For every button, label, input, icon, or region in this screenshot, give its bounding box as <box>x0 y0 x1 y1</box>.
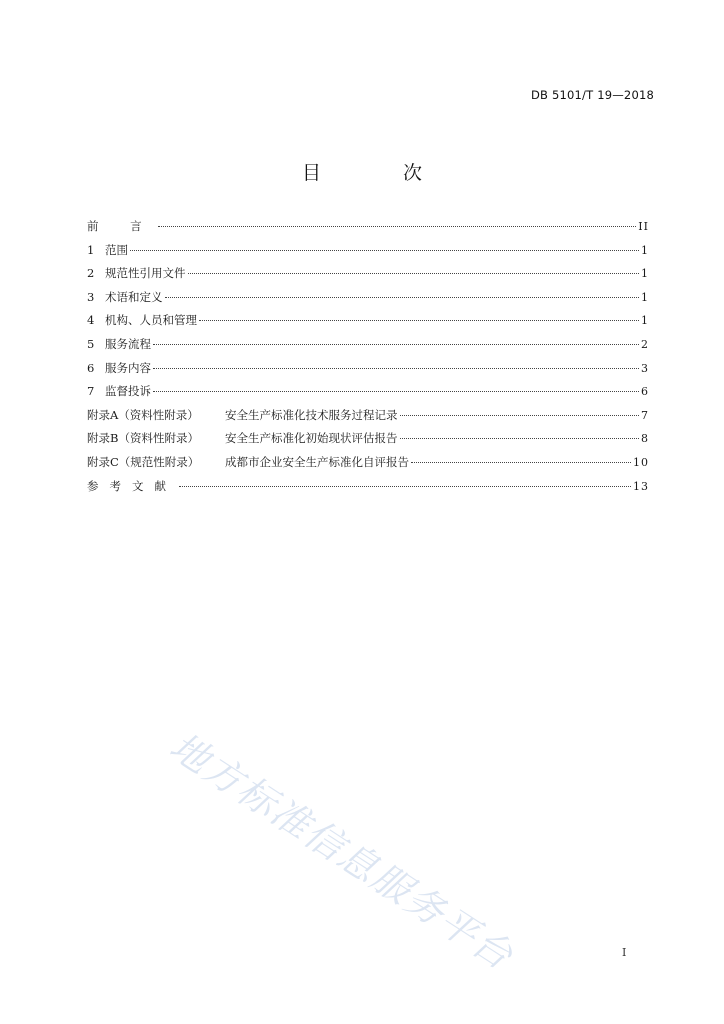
toc-leader-dots <box>188 273 640 274</box>
toc-entry-page: II <box>638 220 649 233</box>
toc-entry-title: 范围 <box>105 242 128 257</box>
toc-entry-title: 安全生产标准化技术服务过程记录 <box>225 407 398 422</box>
toc-entry-page: 1 <box>641 243 649 257</box>
watermark: 地方标准信息服务平台 <box>162 723 522 979</box>
toc-leader-dots <box>153 391 639 392</box>
toc-entry-page: 1 <box>641 290 649 304</box>
toc-entry-number: 4 <box>87 313 95 328</box>
page-title: 目 次 <box>301 162 461 184</box>
toc-leader-dots <box>400 415 640 416</box>
toc-entry-title: 前 言 <box>87 219 156 233</box>
toc-entry-references[interactable] <box>87 479 649 503</box>
toc-entry-number: 2 <box>87 266 95 281</box>
toc-entry-number: 5 <box>87 336 95 351</box>
document-code: DB 5101/T 19—2018 <box>530 88 654 102</box>
page-number: I <box>622 946 627 959</box>
toc-leader-dots <box>199 320 639 321</box>
table-of-contents <box>87 219 649 502</box>
toc-entry-page: 6 <box>641 385 649 399</box>
toc-entry-number: 6 <box>87 360 95 375</box>
toc-entry-annex-a[interactable] <box>87 408 649 432</box>
toc-entry-page: 3 <box>641 361 649 375</box>
toc-entry-page: 1 <box>641 267 649 281</box>
toc-entry-page: 1 <box>641 314 649 328</box>
toc-entry-title: 机构、人员和管理 <box>105 313 197 328</box>
toc-entry-5[interactable] <box>87 337 649 361</box>
toc-entry-page: 2 <box>641 337 649 351</box>
toc-entry-page: 7 <box>641 408 649 422</box>
toc-leader-dots <box>153 368 639 369</box>
toc-entry-number: 3 <box>87 289 95 304</box>
toc-entry-title: 监督投诉 <box>105 384 151 399</box>
toc-entry-4[interactable] <box>87 313 649 337</box>
toc-leader-dots <box>400 438 640 439</box>
toc-entry-page: 13 <box>633 479 649 493</box>
toc-entry-number: 1 <box>87 242 95 257</box>
toc-entry-1[interactable] <box>87 243 649 267</box>
toc-entry-title: 服务内容 <box>105 360 151 375</box>
toc-entry-title: 成都市企业安全生产标准化自评报告 <box>225 454 409 469</box>
toc-entry-annex-c[interactable] <box>87 455 649 479</box>
toc-annex-label: 附录C（规范性附录） <box>87 454 200 469</box>
toc-leader-dots <box>158 226 637 227</box>
toc-entry-annex-b[interactable] <box>87 431 649 455</box>
toc-leader-dots <box>411 462 631 463</box>
toc-entry-title: 服务流程 <box>105 336 151 351</box>
toc-annex-label: 附录A（资料性附录） <box>87 407 199 422</box>
toc-entry-title: 安全生产标准化初始现状评估报告 <box>225 431 398 446</box>
toc-entry-number: 7 <box>87 384 95 399</box>
toc-leader-dots <box>179 486 631 487</box>
toc-entry-title: 术语和定义 <box>105 289 163 304</box>
toc-entry-foreword[interactable] <box>87 219 649 243</box>
toc-annex-label: 附录B（资料性附录） <box>87 431 199 446</box>
toc-leader-dots <box>130 250 639 251</box>
toc-entry-6[interactable] <box>87 361 649 385</box>
toc-entry-page: 10 <box>633 455 649 469</box>
toc-entry-3[interactable] <box>87 290 649 314</box>
toc-leader-dots <box>165 297 640 298</box>
toc-entry-title: 参考文献 <box>87 478 177 493</box>
toc-entry-title: 规范性引用文件 <box>105 266 186 281</box>
toc-entry-7[interactable] <box>87 384 649 408</box>
toc-leader-dots <box>153 344 639 345</box>
toc-entry-page: 8 <box>641 432 649 446</box>
toc-entry-2[interactable] <box>87 266 649 290</box>
